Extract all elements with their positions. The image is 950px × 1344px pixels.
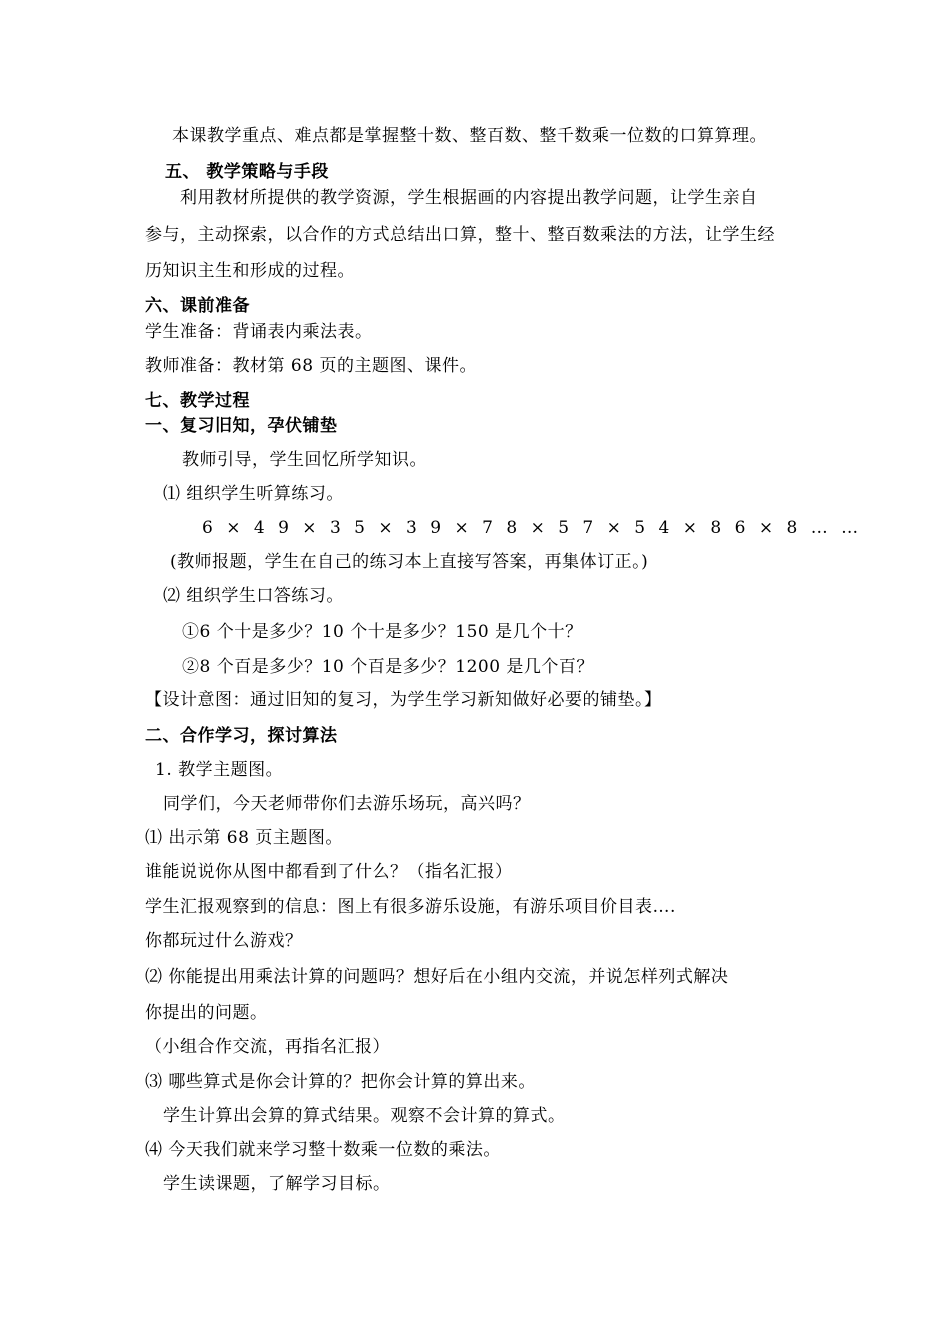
question-hundreds: ②8 个百是多少？10 个百是多少？1200 是几个百？	[182, 657, 594, 677]
which-formulas: ⑶ 哪些算式是你会计算的？把你会计算的算出来。	[145, 1072, 536, 1092]
review-intro: 教师引导，学生回忆所学知识。	[182, 450, 427, 470]
read-title: 学生读课题，了解学习目标。	[163, 1174, 391, 1194]
today-lesson: ⑷ 今天我们就来学习整十数乘一位数的乘法。	[145, 1140, 501, 1160]
student-preparation: 学生准备：背诵表内乘法表。	[145, 322, 373, 342]
section-heading-process: 七、教学过程	[145, 391, 250, 411]
student-calculation: 学生计算出会算的算式结果。观察不会计算的算式。	[163, 1106, 566, 1126]
teacher-preparation: 教师准备：教材第 68 页的主题图、课件。	[145, 356, 477, 376]
strategy-paragraph-line-3: 历知识主生和形成的过程。	[145, 261, 355, 281]
listening-exercise: ⑴ 组织学生听算练习。	[163, 484, 344, 504]
calculation-list: 6 × 4 9 × 3 5 × 3 9 × 7 8 × 5 7 × 5 4 × 8 6 × 8 … …	[202, 518, 860, 538]
section-heading-preparation: 六、课前准备	[145, 296, 250, 316]
multiplication-question-line-2: 你提出的问题。	[145, 1003, 268, 1023]
section-heading-strategy: 五、 教学策略与手段	[165, 162, 329, 182]
playground-question: 同学们，今天老师带你们去游乐场玩，高兴吗？	[163, 794, 531, 814]
subheading-review: 一、复习旧知，孕伏铺垫	[145, 416, 338, 436]
oral-exercise: ⑵ 组织学生口答练习。	[163, 586, 344, 606]
show-theme-picture: ⑴ 出示第 68 页主题图。	[145, 828, 343, 848]
subheading-cooperative-learning: 二、合作学习，探讨算法	[145, 726, 338, 746]
question-tens: ①6 个十是多少？10 个十是多少？150 是几个十？	[182, 622, 583, 642]
student-report: 学生汇报观察到的信息：图上有很多游乐设施，有游乐项目价目表….	[145, 897, 676, 917]
teaching-theme-picture: 1. 教学主题图。	[155, 760, 284, 780]
strategy-paragraph-line-2: 参与，主动探索，以合作的方式总结出口算，整十、整百数乘法的方法，让学生经	[145, 225, 775, 245]
group-discussion: （小组合作交流，再指名汇报）	[145, 1037, 390, 1057]
key-points-text: 本课教学重点、难点都是掌握整十数、整百数、整千数乘一位数的口算算理。	[172, 126, 767, 146]
games-question: 你都玩过什么游戏？	[145, 931, 303, 951]
what-did-you-see: 谁能说说你从图中都看到了什么？（指名汇报）	[145, 862, 513, 882]
strategy-paragraph-line-1: 利用教材所提供的教学资源，学生根据画的内容提出教学问题，让学生亲自	[180, 188, 758, 208]
multiplication-question-line-1: ⑵ 你能提出用乘法计算的问题吗？想好后在小组内交流，并说怎样列式解决	[145, 967, 729, 987]
exercise-instructions: (教师报题，学生在自己的练习本上直接写答案，再集体订正。)	[170, 552, 649, 572]
design-intent-note: 【设计意图：通过旧知的复习，为学生学习新知做好必要的铺垫。】	[145, 690, 662, 710]
